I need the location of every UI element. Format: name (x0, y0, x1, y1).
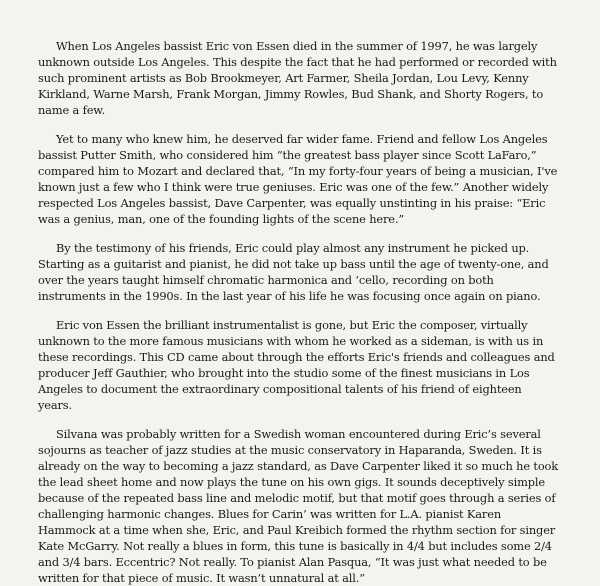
paragraph-2: Yet to many who knew him, he deserved far wider fame. Friend and fellow Los Angeles bassist Putter Smith, who considered him “the greatest bass player since Scott LaFaro,” compared him to Mozart and declared that, “In my forty-four years of being a musician, I've known just a few who I think were true geniuses. Eric was one of the few.” Another widely respected Los Angeles bassist, Dave Carpenter, was equally unstinting in his praise: “Eric was a genius, man, one of the founding lights of the scene here.” (38, 132, 558, 226)
paragraph-5: Silvana was probably written for a Swedish woman encountered during Eric’s several sojourns as teacher of jazz studies at the music conservatory in Haparanda, Sweden. It is already on the way to becoming a jazz standard, as Dave Carpenter liked it so much he took the lead sheet home and now plays the tune on his own gigs. It sounds deceptively simple because of the repeated bass line and melodic motif, but that motif goes through a series of challenging harmonic changes. Blues for Carin’ was written for L.A. pianist Karen Hammock at a time when she, Eric, and Paul Kreibich formed the rhythm section for singer Kate McGarry. Not really a blues in form, this tune is basically in 4/4 but includes some 2/4 and 3/4 bars. Eccentric? Not really. To pianist Alan Pasqua, “It was just what needed to be written for that piece of music. It wasn’t unnatural at all.” (38, 427, 558, 585)
paragraph-4: Eric von Essen the brilliant instrumentalist is gone, but Eric the composer, virtually unknown to the more famous musicians with whom he worked as a sideman, is with us in these recordings. This CD came about through the efforts Eric's friends and colleagues and producer Jeff Gauthier, who brought into the studio some of the finest musicians in Los Angeles to document the extraordinary compositional talents of his friend of eighteen years. (38, 318, 555, 412)
liner-notes-text (38, 38, 558, 586)
paragraph-3: By the testimony of his friends, Eric could play almost any instrument he picked up. Starting as a guitarist and pianist, he did not take up bass until the age of twenty-one, and over the years taught himself chromatic harmonica and ‘cello, recording on both instruments in the 1990s. In the last year of his life he was focusing once again on piano. (38, 241, 549, 303)
paragraph-1: When Los Angeles bassist Eric von Essen died in the summer of 1997, he was largely unknown outside Los Angeles. This despite the fact that he had performed or recorded with such prominent artists as Bob Brookmeyer, Art Farmer, Sheila Jordan, Lou Levy, Kenny Kirkland, Warne Marsh, Frank Morgan, Jimmy Rowles, Bud Shank, and Shorty Rogers, to name a few. (38, 39, 557, 117)
